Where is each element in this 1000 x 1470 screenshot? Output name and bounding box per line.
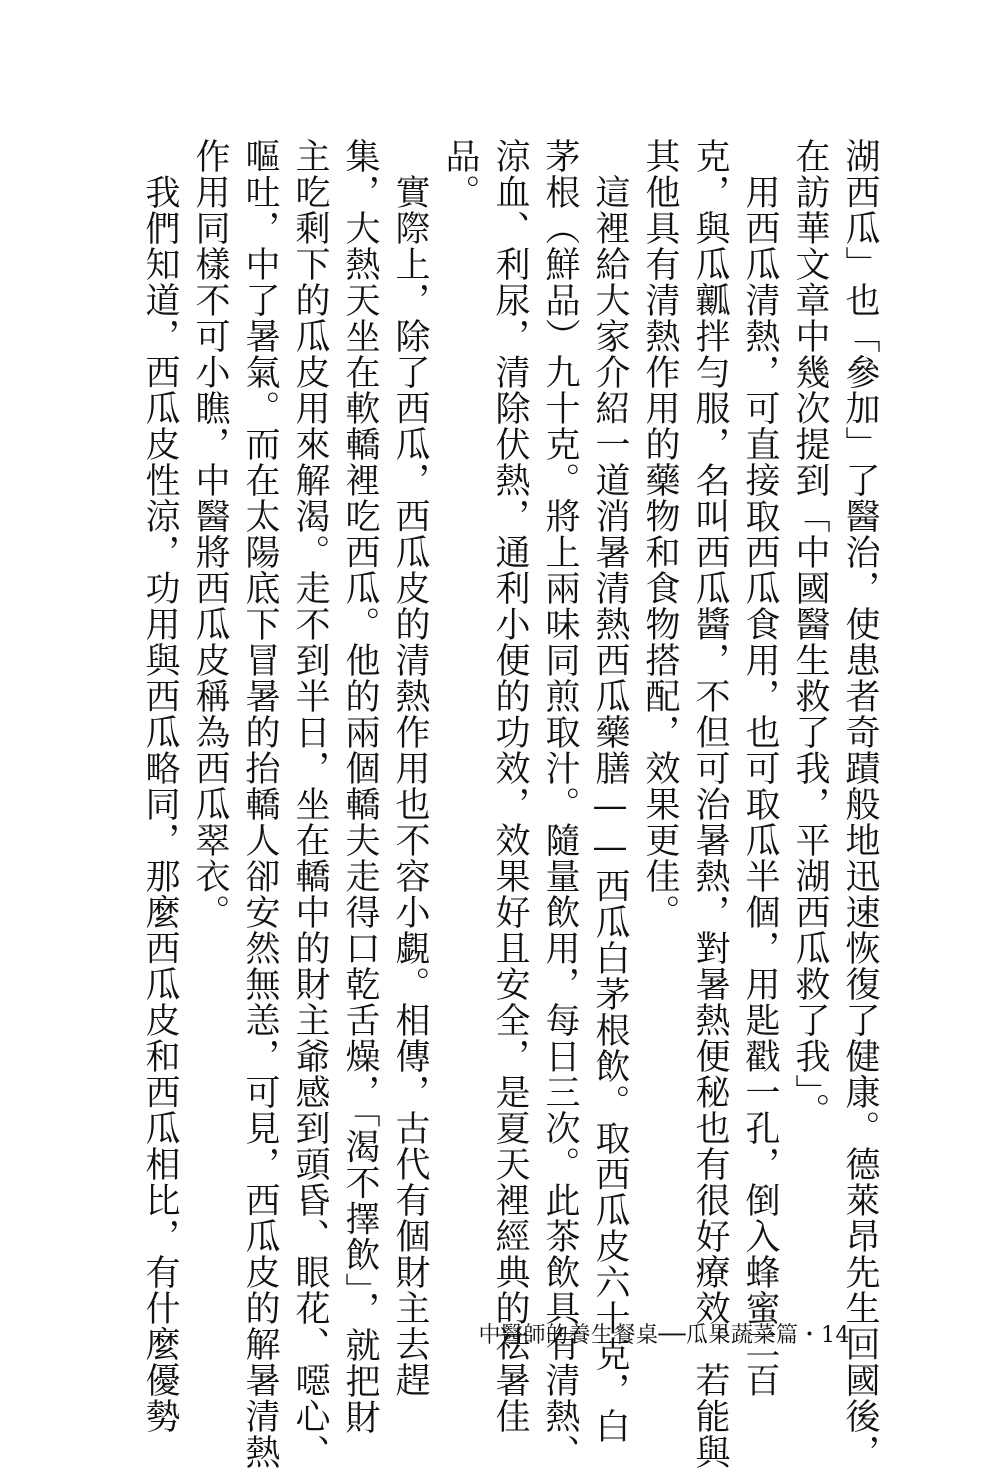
text-column-3: 用西瓜清熱，可直接取西瓜食用，也可取瓜半個，用匙戳一孔，倒入蜂蜜二百 <box>740 138 780 1398</box>
text-column-2: 在訪華文章中幾次提到「中國醫生救了我，平湖西瓜救了我」。 <box>790 138 830 1129</box>
text-column-8: 涼血、利尿，清除伏熱，通利小便的功效，效果好且安全，是夏天裡經典的祛暑佳 <box>490 138 530 1434</box>
text-column-14: 作用同樣不可小瞧，中醫將西瓜皮稱為西瓜翠衣。 <box>190 138 230 930</box>
text-column-5: 其他具有清熱作用的藥物和食物搭配，效果更佳。 <box>640 138 680 930</box>
page-footer: 中醫師的養生餐桌──瓜果蔬菜篇・14 <box>478 1323 850 1348</box>
text-column-12: 主吃剩下的瓜皮用來解渴。走不到半日，坐在轎中的財主爺感到頭昏、眼花、噁心、 <box>290 138 330 1470</box>
text-column-6: 這裡給大家介紹一道消暑清熱西瓜藥膳——西瓜白茅根飲。取西瓜皮六十克，白 <box>590 138 630 1444</box>
text-column-11: 集，大熱天坐在軟轎裡吃西瓜。他的兩個轎夫走得口乾舌燥，「渴不擇飲」，就把財 <box>340 138 380 1435</box>
text-column-13: 嘔吐，中了暑氣。而在太陽底下冒暑的抬轎人卻安然無恙，可見，西瓜皮的解暑清熱 <box>240 138 280 1470</box>
text-column-4: 克，與瓜瓤拌勻服，名叫西瓜醬，不但可治暑熱，對暑熱便秘也有很好療效。若能與 <box>690 138 730 1470</box>
text-column-10: 實際上，除了西瓜，西瓜皮的清熱作用也不容小覷。相傳，古代有個財主去趕 <box>390 138 430 1398</box>
text-column-1: 湖西瓜」也「參加」了醫治，使患者奇蹟般地迅速恢復了健康。德萊昂先生回國後， <box>840 138 880 1470</box>
text-column-7: 茅根（鮮品）九十克。將上兩味同煎取汁。隨量飲用，每日三次。此茶飲具有清熱、 <box>540 138 580 1470</box>
text-column-9: 品。 <box>440 138 480 210</box>
text-column-15: 我們知道，西瓜皮性涼，功用與西瓜略同，那麼西瓜皮和西瓜相比，有什麼優勢 <box>140 138 180 1434</box>
